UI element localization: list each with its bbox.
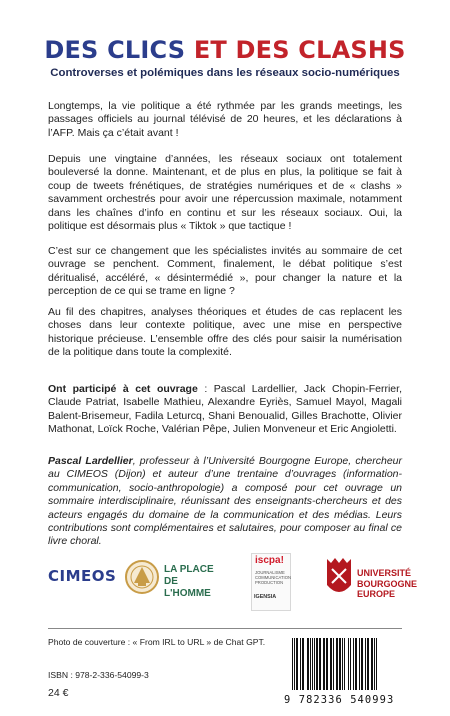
barcode-bar	[294, 638, 295, 690]
title-part-1: DES CLICS	[44, 36, 186, 64]
lpdh-emblem-icon	[124, 555, 160, 605]
paragraph-3: C’est sur ce changement que les spécialistes invités au sommaire de cet ouvrage se penchent. Comment, finalement, le débat politique s’est déritualisé, accéléré, « désintermédié », pour changer la nature et la perception de ce qui se trame en ligne ?	[48, 245, 402, 298]
iscpa-logo	[233, 553, 307, 609]
iscpa-logo-subtitle: JOURNALISME COMMUNICATION PRODUCTION	[255, 570, 291, 585]
contributors-label: Ont participé à cet ouvrage	[48, 383, 198, 395]
iscpa-logo-title: iscpa!	[255, 555, 284, 566]
barcode-bar	[307, 638, 309, 690]
barcode-bar	[374, 638, 375, 690]
cimeos-logo	[48, 567, 116, 585]
barcode-bar	[316, 638, 318, 690]
barcode-bar	[344, 638, 345, 690]
isbn: ISBN : 978-2-336-54099-3	[48, 670, 149, 680]
barcode-bar	[323, 638, 325, 690]
barcode-bar	[348, 638, 349, 690]
barcode-bar	[310, 638, 311, 690]
la-place-de-lhomme-logo	[124, 555, 224, 605]
barcode-bar	[312, 638, 313, 690]
footer-divider	[48, 628, 402, 629]
contributors-list: : Pascal Lardellier, Jack Chopin-Ferrier, Claude Patriat, Isabelle Mathieu, Alexandre Eyriès, Samuel Mayol, Magali Balent-Brisemeur, Fadila Leturcq, Shani Benoualid, Gilles Brachotte, Olivier Mathonat, Loïck Roche, Valérian Pêpe, Julien Monveneur et Eric Angioletti.	[48, 383, 402, 436]
barcode-bar	[333, 638, 334, 690]
barcode-bar	[367, 638, 369, 690]
book-title	[0, 36, 450, 64]
cimeos-logo-text: CIMEOS	[48, 567, 117, 585]
photo-credit: Photo de couverture : « From IRL to URL » de Chat GPT.	[48, 637, 266, 647]
ub-crest-icon	[324, 555, 354, 607]
barcode-bar	[302, 638, 304, 690]
ub-line-3: EUROPE	[357, 589, 396, 599]
lpdh-line-1: LA PLACE	[164, 564, 214, 575]
universite-bourgogne-europe-logo	[324, 555, 418, 611]
barcode-bar	[326, 638, 328, 690]
barcode-bar	[292, 638, 293, 690]
barcode-bar	[296, 638, 298, 690]
lpdh-logo-text	[164, 564, 224, 600]
ub-line-2: BOURGOGNE	[357, 578, 418, 589]
barcode-bar	[336, 638, 338, 690]
ub-logo-text	[357, 568, 417, 600]
ub-line-1: UNIVERSITÉ	[357, 568, 412, 578]
barcode-bar	[314, 638, 315, 690]
barcode-bar	[330, 638, 332, 690]
barcode-digits: 9 782336 540993	[284, 694, 395, 706]
barcode-bar	[371, 638, 373, 690]
barcode	[284, 636, 406, 710]
barcode-bar	[319, 638, 321, 690]
barcode-bar	[342, 638, 343, 690]
title-part-2: ET DES CLASHS	[193, 36, 406, 64]
lpdh-line-2: DE L'HOMME	[164, 576, 211, 599]
paragraph-1: Longtemps, la vie politique a été rythmée par les grands meetings, les passages officiels au journal télévisé de 20 heures, et les déclarations à l’AFP. Mais ça c’était avant !	[48, 100, 402, 139]
barcode-bars	[284, 636, 406, 692]
barcode-bar	[355, 638, 357, 690]
paragraph-2: Depuis une vingtaine d’années, les réseaux sociaux ont totalement bouleversé la donne. Maintenant, et de plus en plus, la politique se fait à coup de tweets frénétiques, de stratégies numériques et de « clashs » savamment orchestrés pour avoir une répercussion maximale, notamment dans les chaînes d’info en continu et sur les réseaux sociaux. Oui, la politique est désormais plus « Tiktok » que tactique !	[48, 153, 402, 233]
barcode-bar	[353, 638, 354, 690]
barcode-bar	[350, 638, 351, 690]
igensia-logo-text: IGENSIA	[254, 594, 277, 600]
price: 24 €	[48, 687, 69, 699]
barcode-bar	[339, 638, 341, 690]
barcode-bar	[376, 638, 377, 690]
book-subtitle: Controverses et polémiques dans les réseaux socio-numériques	[50, 67, 400, 79]
author-name: Pascal Lardellier	[48, 455, 133, 467]
contributors-paragraph	[48, 383, 402, 437]
barcode-bar	[359, 638, 360, 690]
barcode-bar	[300, 638, 301, 690]
paragraph-4: Au fil des chapitres, analyses théoriques et études de cas replacent les choses dans leur contexte politique, avec une mise en perspective historique précieuse. L’ensemble offre des clés pour saisir la numérisation de la politique dans toute la complexité.	[48, 306, 402, 359]
author-bio: , professeur à l’Université Bourgogne Europe, chercheur au CIMEOS (Dijon) et auteur d’une trentaine d’ouvrages (information-communication, socio-anthropologie) a composé pour cet ouvrage un sommaire interdisciplinaire, réunissant des enseignants-chercheurs et des acteurs engagés du domaine de la communication et des médias. Leurs contributions sont complémentaires et salutaires, pour composer au final ce livre choral.	[48, 455, 403, 548]
barcode-bar	[365, 638, 366, 690]
partner-logos	[0, 553, 450, 613]
author-paragraph	[48, 455, 402, 549]
barcode-bar	[361, 638, 363, 690]
